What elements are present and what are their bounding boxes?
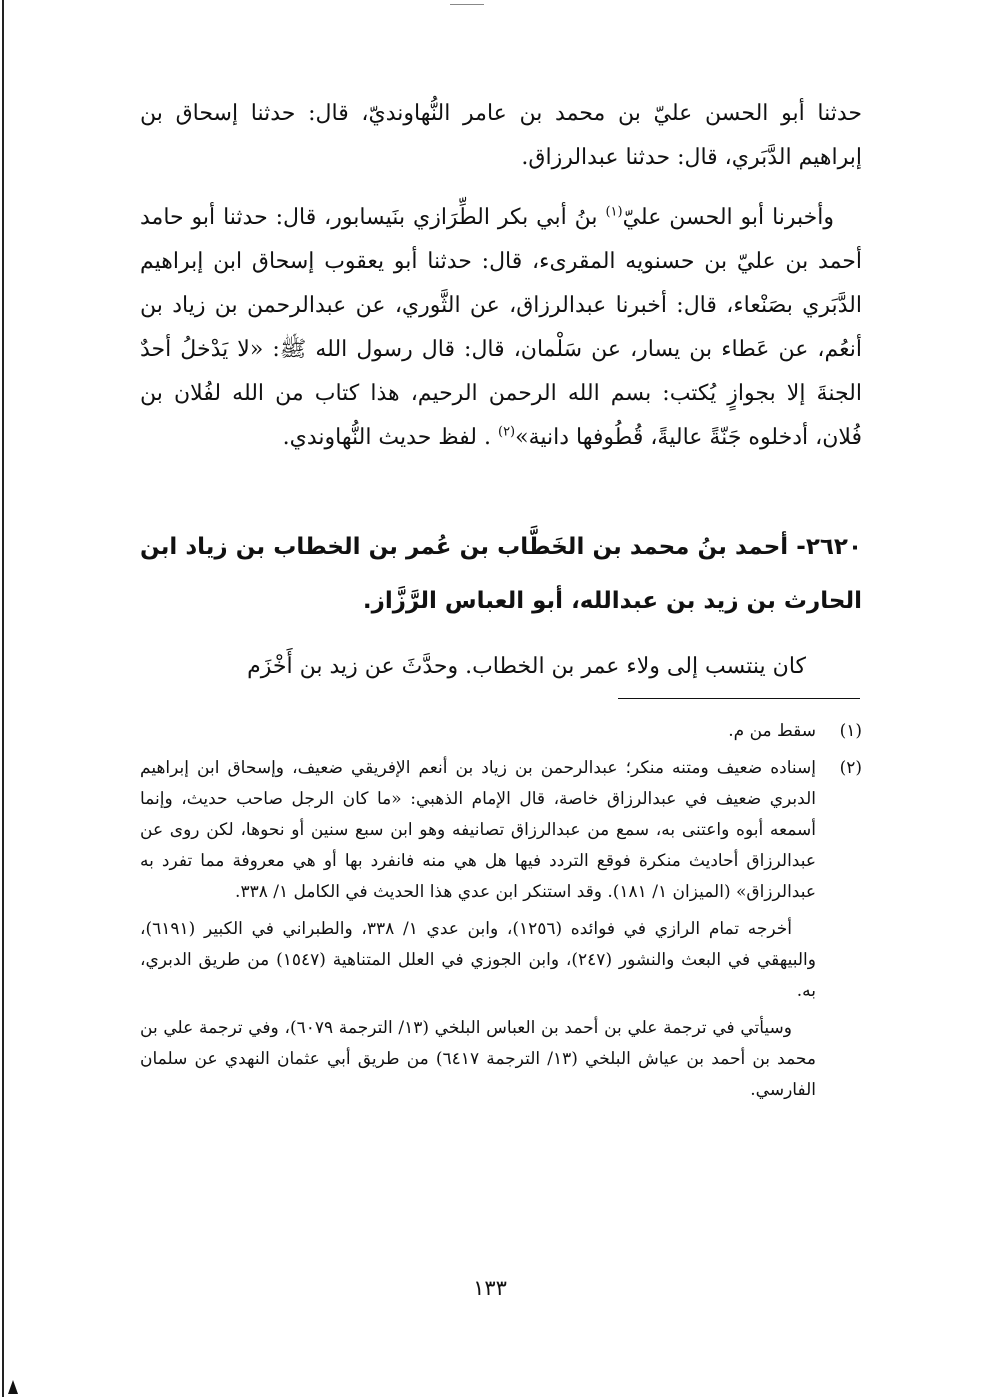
paragraph-2-start: وأخبرنا أبو الحسن عليّ [622,205,835,230]
footnote-ref-2[interactable]: (٢) [497,424,516,440]
footnote-body [140,716,816,747]
paragraph-2 [140,196,862,460]
footnote-ref-1[interactable]: (١) [605,204,623,220]
footnote-paragraph: إسناده ضعيف ومتنه منكر؛ عبدالرحمن بن زياد بن أنعم الإفريقي ضعيف، وإسحاق ابن إبراهيم الدبري ضعيف في عبدالرزاق خاصة، قال الإمام الذهبي: «ما كان الرجل صاحب حديث، وإنما أسمعه أبوه واعتنى به، سمع من عبدالرزاق تصانيفه وهو ابن سبع سنين أو نحوها، لكن روى عن عبدالرزاق أحاديث منكرة فوقع التردد فيها هل هي منه فانفرد بها أو هي معروفة مما تفرد به عبدالرزاق» (الميزان ١/ ١٨١). وقد استنكر ابن عدي هذا الحديث في الكامل ١/ ٣٣٨. [140,758,816,902]
footnote-1 [140,716,862,747]
footnote-separator [618,698,860,699]
page-number: ١٣٣ [473,1276,507,1300]
footnote-paragraph: سقط من م. [728,721,816,741]
paragraph-2-end: . لفظ حديث النُّهاوندي. [282,425,498,450]
paragraph-1: حدثنا أبو الحسن عليّ بن محمد بن عامر النُّهاونديّ، قال: حدثنا إسحاق بن إبراهيم الدَّبَري، قال: حدثنا عبدالرزاق. [140,101,862,170]
footnote-paragraph: أخرجه تمام الرازي في فوائده (١٢٥٦)، وابن عدي ١/ ٣٣٨، والطبراني في الكبير (٦١٩١)، والبيهقي في البعث والنشور (٢٤٧)، وابن الجوزي في العلل المتناهية (١٥٤٧) من طريق الدبري، به. [140,919,816,1001]
footnote-number: (٢) [839,758,862,778]
paragraph-2-middle: بنُ أبي بكر الطِّرَازي بنَيسابور، قال: حدثنا أبو حامد أحمد بن عليّ بن حسنويه المقرىء، قال: حدثنا أبو يعقوب إسحاق ابن إبراهيم الدَّبَري بصَنْعاء، قال: أخبرنا عبدالرزاق، عن الثَّوري، عن عبدالرحمن بن زياد بن أنعُم، عن عَطاء بن يسار، عن سَلْمان، قال: قال رسول الله ﷺ: «لا يَدْخلُ أحدٌ الجنةَ إلا بجوازٍ يُكتب: بسم الله الرحمن الرحيم، هذا كتاب من الله لفُلان بن فُلان، أدخلوه جَنّةً عاليةً، قُطُوفها دانية» [140,205,862,450]
top-margin-mark [450,4,484,5]
footnote-number: (١) [839,721,862,741]
page-edge-border [2,0,4,1397]
corner-mark [8,1380,18,1394]
paragraph-3: كان ينتسب إلى ولاء عمر بن الخطاب. وحدَّثَ عن زيد بن أَخْزَم [247,654,806,679]
footnotes-section [140,716,862,1112]
entry-heading: ٢٦٢٠- أحمد بنُ محمد بن الخَطَّاب بن عُمر بن الخطاب بن زياد ابن الحارث بن زيد بن عبدالله، أبو العباس الرَّزَّاز. [140,534,862,614]
footnote-paragraph: وسيأتي في ترجمة علي بن أحمد بن العباس البلخي (١٣/ الترجمة ٦٠٧٩)، وفي ترجمة علي بن محمد بن أحمد بن عياش البلخي (١٣/ الترجمة ٦٤١٧) من طريق أبي عثمان النهدي عن سلمان الفارسي. [140,1018,816,1100]
footnote-2 [140,753,862,1106]
footnote-body [140,753,816,1106]
